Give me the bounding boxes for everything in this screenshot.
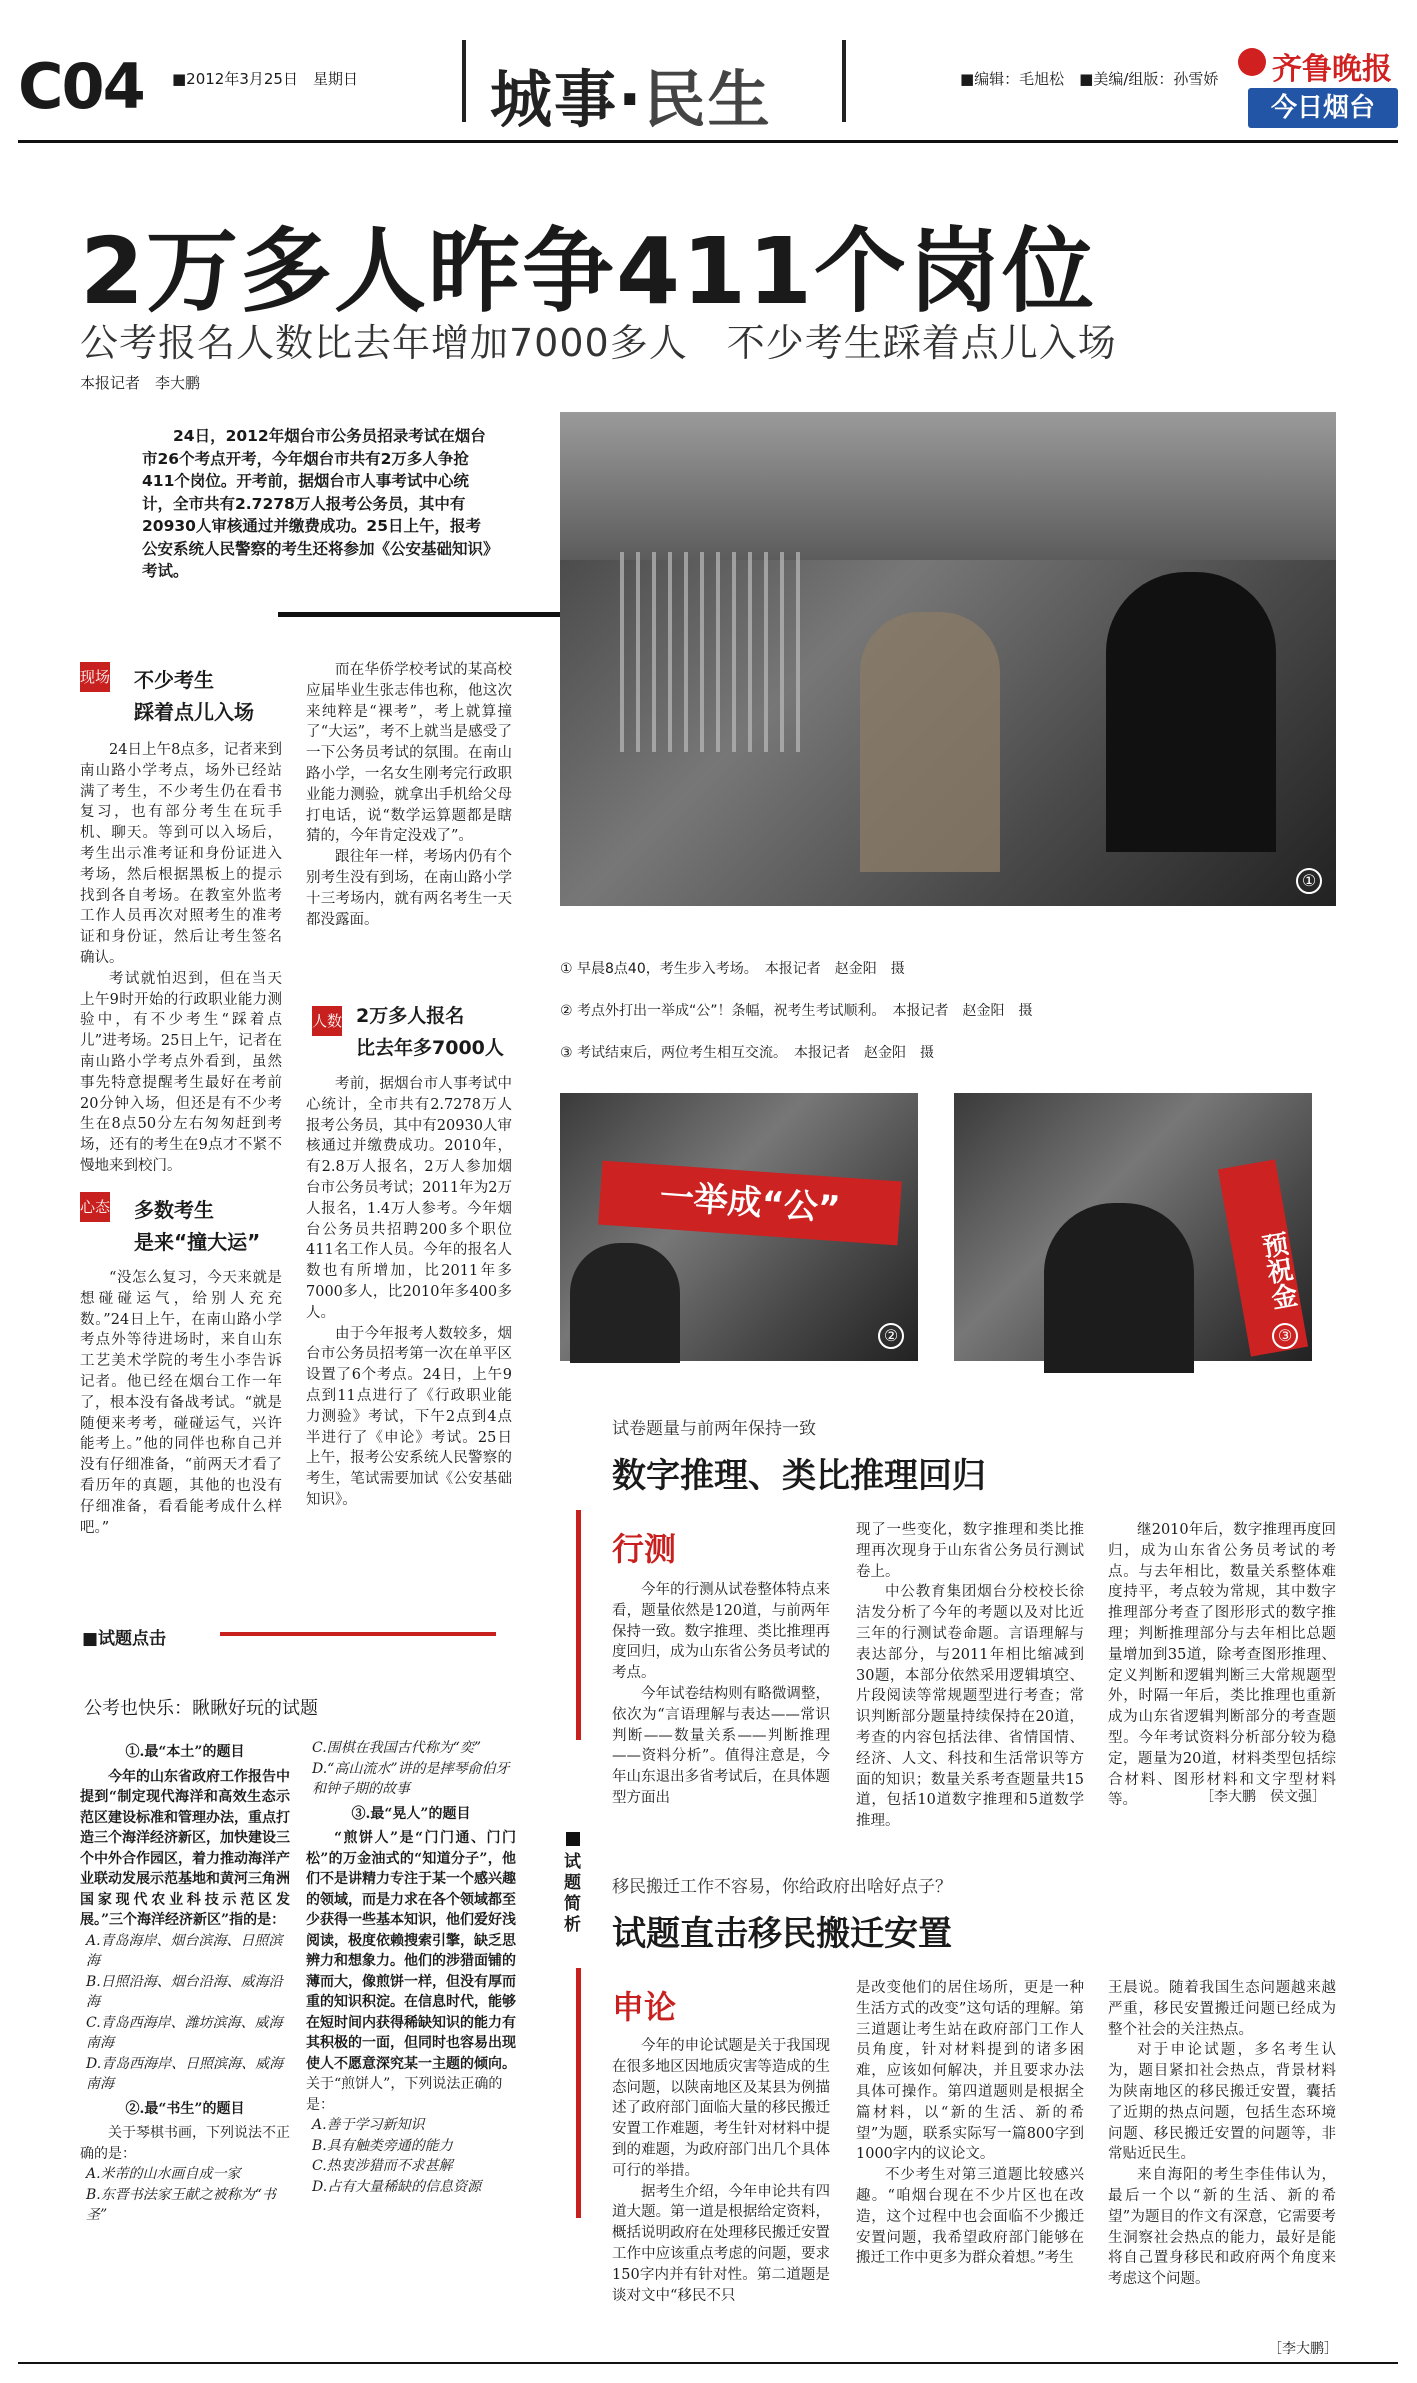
photo-main-number: ①	[1296, 868, 1322, 894]
quiz-q3-option-a: A.善于学习新知识	[312, 2117, 425, 2133]
shenlun-col1-para-1: 今年的申论试题是关于我国现在很多地区因地质灾害等造成的生态问题，以陕南地区及某县为例描述了政府部门面临大量的移民搬迁安置工作难题，考生针对材料中提到的难题，为政府部门出几个具体可行的举措。	[612, 2038, 830, 2179]
shenlun-col2	[856, 1978, 1084, 2352]
lead-rule	[278, 612, 590, 617]
shenlun-square-marker	[566, 1832, 580, 1846]
tag-numbers: 人数	[312, 1006, 342, 1036]
byline: 本报记者 李大鹏	[80, 374, 201, 392]
quiz-q1-option-a: A.青岛海岸、烟台滨海、日照滨海	[86, 1932, 283, 1969]
quiz-q1-option-d: D.青岛西海岸、日照滨海、威海南海	[86, 2055, 284, 2092]
shenlun-label: 申论	[612, 1988, 677, 2026]
shenlun-col3-para-3: 来自海阳的考生李佳伟认为，最后一个以“新的生活、新的希望”为题目的作文有深意，它需要考生洞察社会热点的能力，最好是能将自己置身移民和政府两个角度来考虑这个问题。	[1108, 2167, 1336, 2288]
issue-date: ■2012年3月25日 星期日	[172, 70, 358, 88]
sec3-body	[306, 1074, 512, 1526]
shenlun-signature: ［李大鹏］	[1268, 2341, 1338, 2357]
shenlun-col3-para-1: 王晨说。随着我国生态问题越来越严重，移民安置搬迁问题已经成为整个社会的关注热点。	[1108, 1980, 1336, 2038]
xingce-col3-para-1: 继2010年后，数字推理再度回归，成为山东省公务员考试的考点。与去年相比，数量关系整体难度持平，考点较为常规，其中数字推理部分考查了图形形式的数字推理；判断推理部分与去年相比总题量增加到35道，除考查图形推理、定义判断和逻辑判断三大常规题型外，时隔一年后，类比推理也重新成为山东省逻辑判断部分的考查题型。今年考试资料分析部分较为稳定，题量为20道，材料类型包括综合材料、图形材料和文字型材料等。	[1108, 1522, 1336, 1809]
quiz-q2-heading: ②.最“书生”的题目	[125, 2100, 245, 2117]
sec1-title-a: 不少考生	[134, 668, 214, 692]
quiz-col2	[306, 1738, 516, 2358]
shenlun-col1	[612, 2036, 830, 2352]
quiz-q1-heading: ①.最“本土”的题目	[125, 1744, 245, 1760]
sec2-para-3: 跟往年一样，考场内仍有个别考生没有到场，在南山路小学十三考场内，就有两名考生一天都没露面。	[306, 849, 512, 928]
header-divider-right	[842, 40, 846, 122]
shenlun-title: 试题直击移民搬迁安置	[612, 1914, 952, 1954]
quiz-q2-option-c: C.围棋在我国古代称为“奕”	[312, 1740, 481, 1756]
sec1-title	[134, 664, 254, 728]
shenlun-col2-para-1: 是改变他们的居住场所，更是一种生活方式的改变”这句话的理解。第三道题让考生站在政府部门工作人员角度，针对材料提到的诸多困难，应该如何解决，并且要求办法具体可操作。第四道题则是根据全篇材料，以“新的生活、新的希望”为题，联系实际写一篇800字到1000字内的议论文。	[856, 1980, 1084, 2163]
sec2-title-a: 多数考生	[134, 1198, 214, 1222]
sec3-title-b: 比去年多7000人	[356, 1037, 504, 1059]
section-title-a: 城事	[490, 63, 619, 136]
shenlun-kicker: 移民搬迁工作不容易，你给政府出啥好点子？	[612, 1877, 952, 1897]
sec2-title-b: 是来“撞大运”	[134, 1230, 261, 1254]
section-title-dot: ·	[618, 63, 644, 136]
page-number: C04	[18, 50, 144, 123]
xingce-col2	[856, 1520, 1084, 1830]
xingce-label: 行测	[612, 1530, 677, 1568]
quiz-q3-heading: ③.最“晃人”的题目	[351, 1805, 471, 1822]
lead-paragraph: 24日，2012年烟台市公务员招录考试在烟台市26个考点开考，今年烟台市共有2万多人争抢411个岗位。开考前，据烟台市人事考试中心统计，全市共有2.7278万人报考公务员，其中有20930人审核通过并缴费成功。25日上午，报考公安系统人民警察的考生还将参加《公安基础知识》考试。	[142, 427, 491, 580]
sec3-title	[356, 1000, 504, 1064]
xingce-col2-para-2: 中公教育集团烟台分校校长徐洁发分析了今年的考题以及对比近三年的行测试卷命题。言语理解与表达部分，与2011年相比缩减到30题，本部分依然采用逻辑填空、片段阅读等常规题型进行考查；常识判断部分题量持续保持在20道，考查的内容包括法律、省情国情、经济、人文、科技和生活常识等方面的知识；数量关系考查题量共15道，包括10道数字推理和5道数学推理。	[856, 1584, 1084, 1830]
header-divider-left	[462, 40, 466, 122]
quiz-q1-text: 今年的山东省政府工作报告中提到“制定现代海洋和高效生态示范区建设标准和管理办法，重点打造三个海洋经济新区，加快建设三个中外合作园区，着力推动海洋产业联动发展示范基地和黄河三角洲国家现代农业科技示范区发展。”三个海洋经济新区”指的是：	[80, 1768, 290, 1928]
xingce-col1-para-2: 今年试卷结构则有略微调整，依次为“言语理解与表达——常识判断——数量关系——判断推理——资料分析”。值得注意是，今年山东退出多省考试后，在具体题型方面出	[612, 1685, 830, 1806]
sec1-body	[80, 740, 282, 1177]
edition-badge: 今日烟台	[1248, 88, 1398, 128]
sec2-para-2: 而在华侨学校考试的某高校应届毕业生张志伟也称，他这次来纯粹是“裸考”，考上就算撞了“大运”，考不上就当是感受了一下公务员考试的氛围。在南山路小学，一名女生刚考完行政职业能力测验，就拿出手机给父母打电话，说“数学运算题都是瞎猜的，今年肯定没戏了”。	[306, 662, 512, 845]
sec2-title	[134, 1194, 260, 1258]
shenlun-vertical-tag: 试题简析	[564, 1852, 581, 1935]
subheadline: 公考报名人数比去年增加7000多人 不少考生踩着点儿入场	[80, 321, 1117, 365]
sec3-para-1: 考前，据烟台市人事考试中心统计，全市共有2.7278万人报考公务员，其中有20930人审核通过并缴费成功。2010年，有2.8万人报名，2万人参加烟台市公务员考试；2011年为2万人报名，1.4万人参考。今年烟台公务员共招聘200多个职位411名工作人员。今年的报名人数也有所增加，比2011年多7000多人，比2010年多400多人。	[306, 1076, 512, 1321]
quiz-q2-text: 关于琴棋书画，下列说法不正确的是：	[80, 2125, 290, 2162]
quiz-col1	[80, 1738, 290, 2358]
quiz-q2-option-b: B.东晋书法家王献之被称为“书圣”	[86, 2186, 276, 2223]
quiz-label: ■试题点击	[82, 1629, 167, 1649]
sec2-para-1: “没怎么复习，今天来就是想碰碰运气，给别人充充数。”24日上午，在南山路小学考点外等待进场时，来自山东工艺美术学院的考生小李告诉记者。他已经在烟台工作一年了，根本没有备战考试。“就是随便来考考，碰碰运气，兴许能考上。”他的同伴也称自己并没有仔细准备，“前两天才看了看历年的真题，其他的也没有仔细准备，看看能考成什么样吧。”	[80, 1270, 282, 1536]
editor-credits: ■编辑：毛旭松 ■美编/组版：孙雪娇	[960, 70, 1219, 88]
section-title	[490, 50, 772, 139]
newspaper-name: 齐鲁晚报	[1272, 52, 1392, 87]
quiz-q3-text: “煎饼人”是“门门通、门门松”的万金油式的“知道分子”，他们不是讲精力专注于某一个感兴趣的领域，而是力求在各个领域都至少获得一些基本知识，他们爱好浅阅读，极度依赖搜索引擎，缺乏思辨力和想象力。他们的涉猎面铺的薄而大，像煎饼一样，但没有厚而重的知识积淀。在信息时代，能够在短时间内获得稀缺知识的能力有其积极的一面，但同时也容易出现使人不愿意深究某一主题的倾向。	[306, 1830, 516, 2072]
photo2-banner-text: 一举成“公”	[598, 1161, 902, 1246]
quiz-q3-option-c: C.热衷涉猎而不求甚解	[312, 2158, 453, 2174]
quiz-q3-option-b: B.具有触类旁通的能力	[312, 2137, 453, 2154]
xingce-col1	[612, 1580, 830, 1810]
quiz-q3-question: 关于“煎饼人”，下列说法正确的是：	[306, 2076, 503, 2113]
section-title-b: 民生	[643, 63, 772, 136]
sec3-para-2: 由于今年报考人数较多，烟台市公务员招考第一次在单平区设置了6个考点。24日，上午9点到11点进行了《行政职业能力测验》考试，下午2点到4点半进行了《申论》考试。25日上午，报考公安系统人民警察的考生，笔试需要加试《公安基础知识》。	[306, 1325, 512, 1508]
headline: 2万多人昨争411个岗位	[80, 218, 1097, 325]
sec1-para-2: 考试就怕迟到，但在当天上午9时开始的行政职业能力测验中，有不少考生“踩着点儿”进考场。25日上午，记者在南山路小学考点外看到，虽然事先特意提醒考生最好在考前20分钟入场，但还是有不少考生在8点50分左右匆匆赶到考场，还有的考生在9点才不紧不慢地来到校门。	[80, 970, 282, 1174]
photo3-banner-text: 预祝金	[1218, 1159, 1308, 1356]
quiz-red-rule	[220, 1632, 496, 1636]
photo-banner-good-luck	[560, 1093, 918, 1361]
shenlun-col3	[1108, 1978, 1336, 2334]
xingce-signature: ［李大鹏 侯文强］	[1200, 1789, 1326, 1805]
xingce-col1-para-1: 今年的行测从试卷整体特点来看，题量依然是120道，与前两年保持一致。数字推理、类比推理再度回归，成为山东省公务员考试的考点。	[612, 1582, 830, 1682]
sec1-para-1: 24日上午8点多，记者来到南山路小学考点，场外已经站满了考生，不少考生仍在看书复习，也有部分考生在玩手机、聊天。等到可以入场后，考生出示准考证和身份证进入考场，然后根据黑板上的提示找到各自考场。在教室外监考工作人员再次对照考生的准考证和身份证，然后让考生签名确认。	[80, 742, 282, 966]
tag-mindset: 心态	[80, 1192, 110, 1222]
header-rule	[18, 140, 1398, 143]
tag-scene: 现场	[80, 662, 110, 692]
shenlun-col1-para-2: 据考生介绍，今年申论共有四道大题。第一道是根据给定资料，概括说明政府在处理移民搬迁安置工作中应该重点考虑的问题，要求150字内并有针对性。第二道题是谈对文中“移民不只	[612, 2183, 830, 2304]
xingce-col2-para-1: 现了一些变化，数字推理和类比推理再次现身于山东省公务员行测试卷上。	[856, 1522, 1084, 1580]
quiz-q1-option-c: C.青岛西海岸、潍坊滨海、威海南海	[86, 2014, 283, 2051]
quiz-title: 公考也快乐：瞅瞅好玩的试题	[84, 1698, 318, 1719]
quiz-q1-option-b: B.日照沿海、烟台沿海、威海沿海	[86, 1973, 283, 2010]
xingce-kicker: 试卷题量与前两年保持一致	[612, 1419, 816, 1439]
newspaper-logo-icon	[1238, 48, 1266, 76]
quiz-q3-option-d: D.占有大量稀缺的信息资源	[312, 2178, 482, 2195]
footer-rule	[18, 2362, 1398, 2364]
photo-main-exam-entrance	[560, 412, 1336, 906]
photo3-number: ③	[1272, 1323, 1298, 1349]
caption-1: ① 早晨8点40，考生步入考场。 本报记者 赵金阳 摄	[560, 961, 905, 977]
sec1-title-b: 踩着点儿入场	[134, 700, 254, 724]
sec3-title-a: 2万多人报名	[356, 1005, 465, 1027]
sec2-body	[80, 1268, 282, 1536]
sec2-body-cont	[306, 660, 512, 1000]
shenlun-col2-para-2: 不少考生对第三道题比较感兴趣。“咱烟台现在不少片区也在改造，这个过程中也会面临不少搬迁安置问题，我希望政府部门能够在搬迁工作中更多为群众着想。”考生	[856, 2167, 1084, 2267]
photo-candidates-talk	[954, 1093, 1312, 1361]
photo2-number: ②	[878, 1323, 904, 1349]
caption-2: ② 考点外打出一举成“公”！条幅，祝考生考试顺利。 本报记者 赵金阳 摄	[560, 1003, 1033, 1019]
shenlun-red-bar	[576, 1968, 581, 2218]
shenlun-col3-para-2: 对于申论试题，多名考生认为，题目紧扣社会热点，背景材料为陕南地区的移民搬迁安置，囊括了近期的热点问题，包括生态环境问题、移民搬迁安置的问题等，非常贴近民生。	[1108, 2042, 1336, 2163]
quiz-q2-option-d: D.“高山流水”讲的是摔琴俞伯牙和钟子期的故事	[312, 1760, 510, 1797]
caption-3: ③ 考试结束后，两位考生相互交流。 本报记者 赵金阳 摄	[560, 1045, 934, 1061]
quiz-q2-option-a: A.米芾的山水画自成一家	[86, 2166, 241, 2182]
xingce-red-bar	[576, 1510, 581, 1740]
xingce-title: 数字推理、类比推理回归	[612, 1456, 986, 1496]
